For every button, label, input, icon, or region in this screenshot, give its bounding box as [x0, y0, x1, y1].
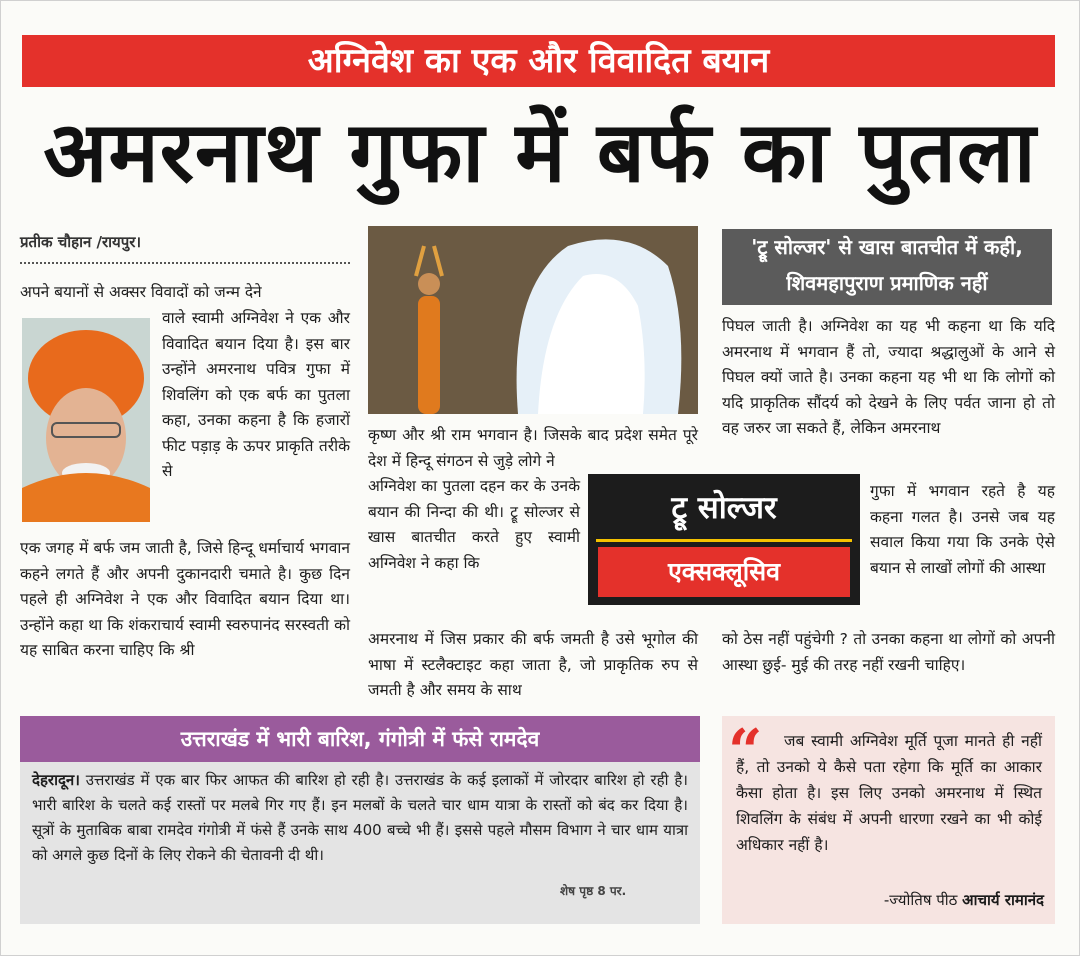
- headline: अमरनाथ गुफा में बर्फ का पुतला: [43, 103, 1037, 201]
- col1-first-line: अपने बयानों से अक्सर विवादों को जन्म देने: [20, 283, 262, 301]
- swami-portrait-image: [22, 318, 150, 522]
- brand-name: ट्रू सोल्जर: [671, 490, 777, 526]
- col1-wrap: [162, 306, 350, 485]
- uttarakhand-body: [32, 768, 688, 868]
- col2-mid: [368, 474, 580, 576]
- col3-bottom: [722, 627, 1055, 678]
- col2-top-text: कृष्ण और श्री राम भगवान है। जिसके बाद प्रदेश समेत पूरे देश में हिन्दू संगठन से जुड़े लोगे ने: [368, 426, 698, 470]
- portrait-photo: [22, 318, 150, 522]
- quote-attribution: [822, 888, 1044, 912]
- uttarakhand-headline: उत्तराखंड में भारी बारिश, गंगोत्री में फंसे रामदेव: [20, 716, 700, 762]
- col2-bottom-text: अमरनाथ में जिस प्रकार की बर्फ जमती है उसे भूगोल की भाषा में स्टलैक्टाइट कहा जाता है, जो प्राकृतिक रुप से जमती है और समय के साथ: [368, 630, 698, 699]
- exclusive-divider: [596, 539, 852, 542]
- col2-mid-text: अग्निवेश का पुतला दहन कर के उनके बयान की निन्दा की थी। ट्रू सोल्जर से खास बातचीत करते हुए स्वामी अग्निवेश ने कहा कि: [368, 477, 580, 572]
- exclusive-label: एक्सक्लूसिव: [598, 547, 850, 597]
- cave-photo: [368, 226, 698, 414]
- col2-top: [368, 423, 698, 474]
- col3-bottom-text: को ठेस नहीं पहुंचेगी ? तो उनका कहना था लोगों को अपनी आस्था छुई- मुई की तरह नहीं रखनी चाहिए।: [722, 630, 1055, 674]
- attribution-prefix: -ज्योतिष पीठ: [883, 891, 958, 909]
- col1-wrap-text: वाले स्वामी अग्निवेश ने एक और विवादित बयान दिया है। इस बार उन्होंने अमरनाथ पवित्र गुफा में शिवलिंग को एक बर्फ का पुतला कहा, उनका कहना है कि हजारों फीट पड़ाड़ के ऊपर प्राकृति तरीके से: [162, 309, 350, 480]
- uttarakhand-body-text: उत्तराखंड में एक बार फिर आफत की बारिश हो रही है। उत्तराखंड के कई इलाकों में जोरदार बारिश हो रही है। भारी बारिश के चलते कई रास्तों पर मलबे गिर गए हैं। इन मलबों के चलते चार धाम यात्रा के रास्तों को बंद कर दिया है। सूत्रों के मुताबिक बाबा रामदेव गंगोत्री में फंसे हैं उनके साथ 400 बच्चे भी हैं। इससे पहले मौसम विभाग ने चार धाम यात्रा को अगले कुछ दिनों के लिए रोकने की चेतावनी दी थी।: [32, 771, 688, 864]
- col1-rest: [20, 536, 350, 664]
- quote-text: जब स्वामी अग्निवेश मूर्ति पूजा मानते ही नहीं हैं, तो उनको ये कैसे पता रहेगा कि मूर्ति का आकार कैसा होता है। इस लिए उनको अमरनाथ में स्थित शिवलिंग के संबंध में अपनी धारणा रखने का भी कोई अधिकार नहीं है।: [736, 732, 1042, 854]
- col3-top: [722, 314, 1055, 442]
- attribution-name: आचार्य रामानंद: [962, 891, 1044, 909]
- col2-bottom: [368, 627, 698, 704]
- col3-mid-text: गुफा में भगवान रहते है यह कहना गलत है। उनसे जब यह सवाल किया गया कि उनके ऐसे बयान से लाखों लोगों की आस्था: [870, 482, 1055, 577]
- col3-top-text: पिघल जाती है। अग्निवेश का यह भी कहना था कि यदि अमरनाथ में भगवान हैं तो, ज्यादा श्रद्धालुओं के आने से पिघल क्यों जाते है। उनका कहना यह भी था कि लोगों को यदि प्राकृतिक सौंदर्य को देखने के लिए पर्वत जाना हो तो वह जरुर जा सकते हैं, लेकिन अमरनाथ: [722, 317, 1055, 437]
- exclusive-box: [588, 474, 860, 605]
- col3-mid: [870, 479, 1055, 581]
- col1-rest-text: एक जगह में बर्फ जम जाती है, जिसे हिन्दू धर्माचार्य भगवान कहने लगते हैं और अपनी दुकानदारी चमाते है। कुछ दिन पहले ही अग्निवेश ने एक और विवादित बयान दिया था। उन्होंने कहा था कि शंकराचार्य स्वामी स्वरुपानंद सरस्वती को यह साबित करना चाहिए कि श्री: [20, 539, 350, 659]
- divider: [20, 262, 350, 264]
- continued-note: शेष पृष्ठ 8 पर.: [560, 884, 627, 898]
- col1-lead: [20, 280, 350, 306]
- kicker-banner: अग्निवेश का एक और विवादित बयान: [22, 35, 1055, 87]
- col3-subhead: 'ट्रू सोल्जर' से खास बातचीत में कही, शिवमहापुराण प्रमाणिक नहीं: [722, 229, 1052, 305]
- dateline: देहरादून।: [32, 771, 80, 789]
- byline: प्रतीक चौहान /रायपुर।: [20, 233, 142, 251]
- quote-mark-icon: “: [728, 717, 763, 787]
- ice-lingam-image: [368, 226, 698, 414]
